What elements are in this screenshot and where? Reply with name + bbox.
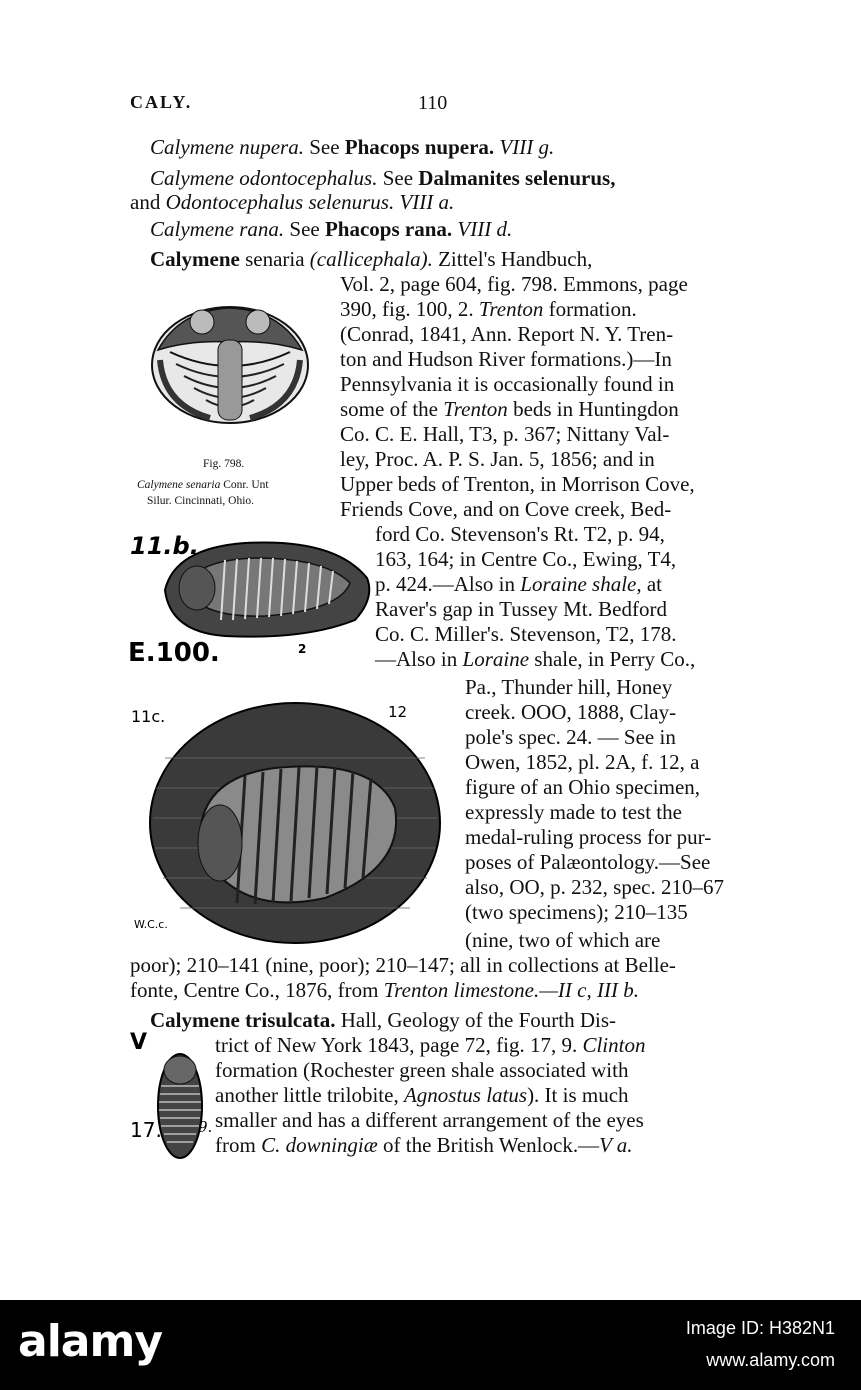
text-line [215,1058,628,1082]
text-span: Loraine shale, [520,572,642,596]
text-line [340,322,673,346]
text-span: C. downingiæ [261,1133,378,1157]
text-span: Phacops nupera. [344,135,495,159]
text-span: and [130,190,166,214]
text-line [215,1033,645,1057]
alamy-logo: alamy [18,1316,162,1367]
handwritten-label-v: V [130,1030,148,1055]
text-span: ton and Hudson River formations.)—In [340,347,672,371]
text-span: Loraine [462,647,530,671]
text-line [130,978,639,1002]
text-span: (Conrad, 1841, Ann. Report N. Y. Tren- [340,322,674,346]
text-span: formation. [543,297,637,321]
text-line [465,700,676,724]
figure-798-caption-line2: Silur. Cincinnati, Ohio. [147,495,255,507]
text-line [340,297,637,321]
caption-species: Calymene senaria [137,479,221,491]
text-span: See [284,217,325,241]
text-line [375,597,667,621]
text-line [340,472,695,496]
text-line [465,750,699,774]
text-span: Upper beds of Trenton, in Morrison Cove, [340,472,695,496]
text-line [375,572,662,596]
text-line [465,825,711,849]
text-span: 163, 164; in Centre Co., Ewing, T4, [375,547,677,571]
figure-798-trilobite [140,290,320,440]
text-line [465,775,700,799]
text-line [150,1008,616,1032]
handwritten-label-17: 17. [130,1118,162,1142]
text-line [465,675,672,699]
text-span: smaller and has a different arrangement of the eyes [215,1108,644,1132]
text-span: Hall, Geology of the Fourth Dis- [335,1008,617,1032]
text-line [150,166,615,190]
text-line [465,875,724,899]
text-span: Friends Cove, and on Cove creek, Bed- [340,497,672,521]
text-span: Calymene nupera. [150,135,304,159]
text-line [465,928,660,952]
text-line [130,953,676,977]
text-span: p. 424.—Also in [375,572,521,596]
figure-798-caption-line1 [137,478,269,492]
text-span: ford Co. Stevenson's Rt. T2, p. 94, [375,522,665,546]
text-span: Pa., Thunder hill, Honey [465,675,673,699]
handwritten-label-12: 12 [388,703,408,721]
page-number: 110 [418,92,448,114]
text-span: VIII d. [452,217,513,241]
text-span: (nine, two of which are [465,928,661,952]
text-line [340,422,669,446]
text-span: Co. C. Miller's. Stevenson, T2, 178. [375,622,677,646]
text-line [340,347,672,371]
text-span: beds in Huntingdon [507,397,679,421]
text-span: from [215,1133,262,1157]
text-line [340,397,679,421]
text-line [150,135,554,159]
text-span: Calymene rana. [150,217,285,241]
handwritten-label-2: 2 [298,642,307,656]
text-line [150,217,512,241]
text-span: Trenton limestone.—II c, III b. [383,978,639,1002]
handwritten-label-9: 9. [198,1118,213,1136]
text-span: Pennsylvania it is occasionally found in [340,372,675,396]
text-span: figure of an Ohio specimen, [465,775,701,799]
text-span: another little trilobite, [215,1083,404,1107]
text-span: (callicephala). [309,247,433,271]
text-span: ). It is much [527,1083,629,1107]
text-span: medal-ruling process for pur- [465,825,712,849]
running-head: CALY. [130,92,193,112]
text-span: See [303,135,345,159]
text-line [375,647,695,671]
figure-17-trilobite [155,1050,205,1162]
text-span: poses of Palæontology.—See [465,850,711,874]
text-span: See [377,166,419,190]
text-span: Zittel's Handbuch, [432,247,593,271]
text-line [375,547,676,571]
handwritten-label-e100: E.100. [128,638,220,668]
text-span: trict of New York 1843, page 72, fig. 17, 9. [215,1033,583,1057]
text-span: Agnostus latus [403,1083,528,1107]
image-id: Image ID: H382N1 [685,1318,835,1338]
text-line [465,800,682,824]
text-span: Raver's gap in Tussey Mt. Bedford [375,597,667,621]
text-span: fonte, Centre Co., 1876, from [130,978,384,1002]
handwritten-label-11b: 11.b. [130,532,199,560]
text-span: V a. [599,1133,633,1157]
caption-author: Conr. Unt [220,479,269,491]
text-span: Owen, 1852, pl. 2A, f. 12, a [465,750,700,774]
text-span: Calymene trisulcata. [150,1008,336,1032]
text-span: Phacops rana. [324,217,453,241]
text-span: —Also in [375,647,463,671]
handwritten-label-11c: 11c. [131,707,166,726]
text-span: of the British Wenlock.— [377,1133,600,1157]
figure-11c-medal-ruling [145,698,445,948]
text-span: Dalmanites selenurus, [418,166,616,190]
text-line [340,272,688,296]
text-span: senaria [239,247,310,271]
text-span: expressly made to test the [465,800,682,824]
text-span: creek. OOO, 1888, Clay- [465,700,677,724]
text-span: 390, fig. 100, 2. [340,297,479,321]
text-span: Calymene [150,247,240,271]
text-line [215,1108,644,1132]
text-span: Co. C. E. Hall, T3, p. 367; Nittany Val- [340,422,670,446]
stock-url: www.alamy.com [706,1350,835,1370]
text-span: ley, Proc. A. P. S. Jan. 5, 1856; and in [340,447,655,471]
handwritten-label-wcc: W.C.c. [134,918,168,931]
text-span: also, OO, p. 232, spec. 210–67 [465,875,724,899]
text-line [375,522,665,546]
text-line [375,622,677,646]
text-span: Trenton [443,397,508,421]
text-span: shale, in Perry Co., [529,647,696,671]
text-span: Clinton [582,1033,646,1057]
figure-798-title: Fig. 798. [203,458,245,470]
text-line [340,497,671,521]
text-span: at [641,572,663,596]
text-line [215,1133,633,1157]
text-line [340,372,674,396]
text-span: Vol. 2, page 604, fig. 798. Emmons, page [340,272,688,296]
text-span: VIII g. [494,135,555,159]
text-span: Trenton [478,297,544,321]
text-line [130,190,454,214]
text-span: formation (Rochester green shale associated with [215,1058,629,1082]
text-span: (two specimens); 210–135 [465,900,688,924]
text-span: Calymene odontocephalus. [150,166,378,190]
text-line [150,247,592,271]
text-span: some of the [340,397,444,421]
text-line [340,447,655,471]
text-span: pole's spec. 24. — See in [465,725,676,749]
text-line [465,900,688,924]
text-line [465,725,676,749]
text-span: poor); 210–141 (nine, poor); 210–147; all in collections at Belle- [130,953,676,977]
text-line [215,1083,629,1107]
stock-banner [0,1300,861,1390]
text-span: Odontocephalus selenurus. VIII a. [165,190,455,214]
text-line [465,850,710,874]
